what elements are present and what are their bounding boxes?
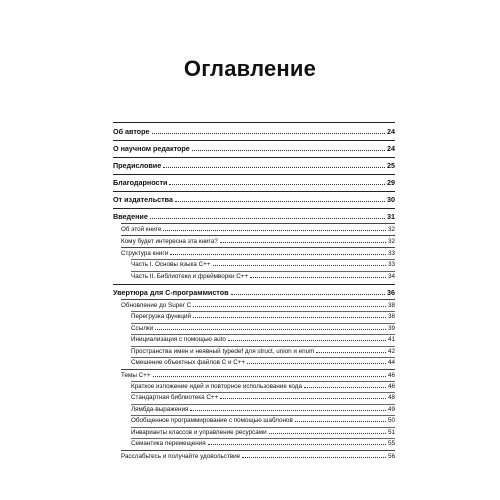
toc-section-entry[interactable] (113, 370, 395, 381)
toc-entry-label: Смешение объектных файлов C и C++ (131, 358, 246, 369)
toc-entry-label: Перегрузка функций (131, 312, 192, 323)
toc-section-entry[interactable] (113, 300, 395, 311)
table-of-contents (113, 122, 395, 464)
toc-chapter-entry[interactable] (113, 175, 395, 189)
toc-section (113, 141, 395, 158)
toc-subsection-entry[interactable] (113, 347, 395, 358)
dot-leader (269, 433, 386, 434)
toc-entry-label: Часть I. Основы языка C++ (131, 260, 212, 271)
dot-leader (163, 167, 385, 168)
toc-entry-label: Благодарности (113, 178, 168, 187)
dot-leader (242, 457, 386, 458)
toc-subsection-entry[interactable] (113, 393, 395, 404)
toc-section (113, 175, 395, 192)
toc-entry-label: Предисловие (113, 161, 162, 170)
toc-subsection-entry[interactable] (113, 439, 395, 450)
toc-page-number: 32 (387, 226, 395, 233)
toc-subsection-entry[interactable] (113, 272, 395, 283)
toc-page-number: 36 (387, 288, 395, 297)
toc-page-number: 38 (387, 313, 395, 320)
toc-page-number: 24 (387, 127, 395, 136)
toc-page-number: 56 (387, 452, 395, 460)
toc-page-number: 41 (387, 336, 395, 343)
toc-entry-label: Кому будет интересна эта книга? (121, 238, 218, 245)
toc-subsection-entry[interactable] (113, 312, 395, 323)
toc-section (113, 209, 395, 285)
toc-entry-label: Краткое изложение идей и повторное использование кода (131, 382, 303, 393)
toc-entry-label: Лямбда-выражения (131, 405, 189, 416)
toc-entry-label: Увертюра для С-программистов (113, 288, 229, 297)
toc-page-number: 50 (387, 417, 395, 424)
dot-leader (316, 352, 386, 353)
toc-section (113, 285, 395, 464)
toc-page-number: 24 (387, 144, 395, 153)
toc-subsection-entry[interactable] (113, 324, 395, 335)
toc-page-number: 44 (387, 359, 395, 366)
toc-subsection-entry[interactable] (113, 428, 395, 439)
dot-leader (175, 201, 385, 202)
toc-section-entry[interactable] (113, 248, 395, 259)
toc-entry-label: От издательства (113, 195, 173, 204)
toc-subsection-entry[interactable] (113, 260, 395, 271)
toc-chapter-entry[interactable] (113, 141, 395, 155)
toc-page-number: 33 (387, 261, 395, 268)
dot-leader (220, 242, 386, 243)
dot-leader (231, 294, 385, 295)
dot-leader (193, 306, 386, 307)
toc-page-number: 42 (387, 347, 395, 355)
dot-leader (170, 254, 386, 255)
toc-page-number: 30 (387, 195, 395, 204)
toc-section (113, 158, 395, 175)
toc-subsection-entry[interactable] (113, 405, 395, 416)
toc-entry-label: Обобщенное программирование с помощью шаблонов (131, 416, 294, 427)
toc-section (113, 123, 395, 141)
dot-leader (220, 398, 386, 399)
toc-chapter-entry[interactable] (113, 285, 395, 299)
dot-leader (193, 317, 386, 318)
toc-section (113, 192, 395, 209)
toc-chapter-entry[interactable] (113, 123, 395, 138)
toc-chapter-entry[interactable] (113, 192, 395, 206)
toc-entry-label: Пространства имен и неявный typedef для struct, union и enum (131, 347, 315, 358)
toc-entry-label: Введение (113, 212, 148, 221)
toc-subsection-entry[interactable] (113, 382, 395, 393)
dot-leader (208, 444, 386, 445)
toc-page-number: 29 (387, 178, 395, 187)
toc-page-number: 32 (387, 238, 395, 245)
toc-chapter-entry[interactable] (113, 158, 395, 172)
toc-page-number: 46 (387, 371, 395, 379)
toc-subsection-entry[interactable] (113, 335, 395, 346)
dot-leader (169, 184, 385, 185)
toc-subsection-entry[interactable] (113, 358, 395, 369)
toc-page-number: 46 (387, 382, 395, 390)
dot-leader (304, 387, 386, 388)
toc-entry-label: Структура книги (121, 250, 169, 257)
toc-entry-label: Об авторе (113, 127, 150, 136)
toc-page-number: 51 (387, 428, 395, 436)
toc-section-entry[interactable] (113, 451, 395, 462)
toc-entry-label: Темы C++ (121, 371, 151, 379)
page-title: Оглавление (183, 56, 317, 81)
toc-chapter-entry[interactable] (113, 209, 395, 223)
toc-page-number: 49 (387, 405, 395, 413)
toc-entry-label: Семантика перемещения (131, 439, 207, 450)
dot-leader (295, 421, 386, 422)
toc-page-number: 55 (387, 440, 395, 447)
toc-page-number: 31 (387, 212, 395, 221)
toc-entry-label: Расслабьтесь и получайте удовольствие (121, 452, 241, 460)
toc-section-entry[interactable] (113, 236, 395, 247)
dot-leader (150, 218, 385, 219)
dot-leader (213, 265, 386, 266)
toc-entry-label: Инварианты классов и управление ресурсами (131, 428, 268, 439)
toc-section-entry[interactable] (113, 224, 395, 235)
toc-entry-label: Обновление до Super C (121, 302, 192, 309)
dot-leader (192, 150, 385, 151)
toc-page-number: 33 (387, 250, 395, 257)
toc-page-number: 38 (387, 302, 395, 309)
toc-subsection-entry[interactable] (113, 416, 395, 427)
dot-leader (190, 410, 386, 411)
dot-leader (247, 363, 386, 364)
toc-entry-label: О научном редакторе (113, 144, 190, 153)
dot-leader (155, 329, 386, 330)
toc-entry-label: Об этой книге (121, 226, 162, 233)
toc-entry-label: Стандартная библиотека C++ (131, 393, 219, 404)
toc-entry-label: Часть II. Библиотеки и фреймворки C++ (131, 272, 249, 283)
toc-page-number: 25 (387, 161, 395, 170)
dot-leader (163, 230, 386, 231)
toc-page-number: 39 (387, 324, 395, 332)
toc-entry-label: Инициализация с помощью auto (131, 335, 227, 346)
dot-leader (152, 133, 385, 134)
dot-leader (228, 340, 386, 341)
toc-page-number: 48 (387, 394, 395, 401)
toc-page-number: 34 (387, 272, 395, 280)
dot-leader (250, 277, 386, 278)
toc-entry-label: Ссылки (131, 324, 154, 335)
dot-leader (153, 376, 386, 377)
